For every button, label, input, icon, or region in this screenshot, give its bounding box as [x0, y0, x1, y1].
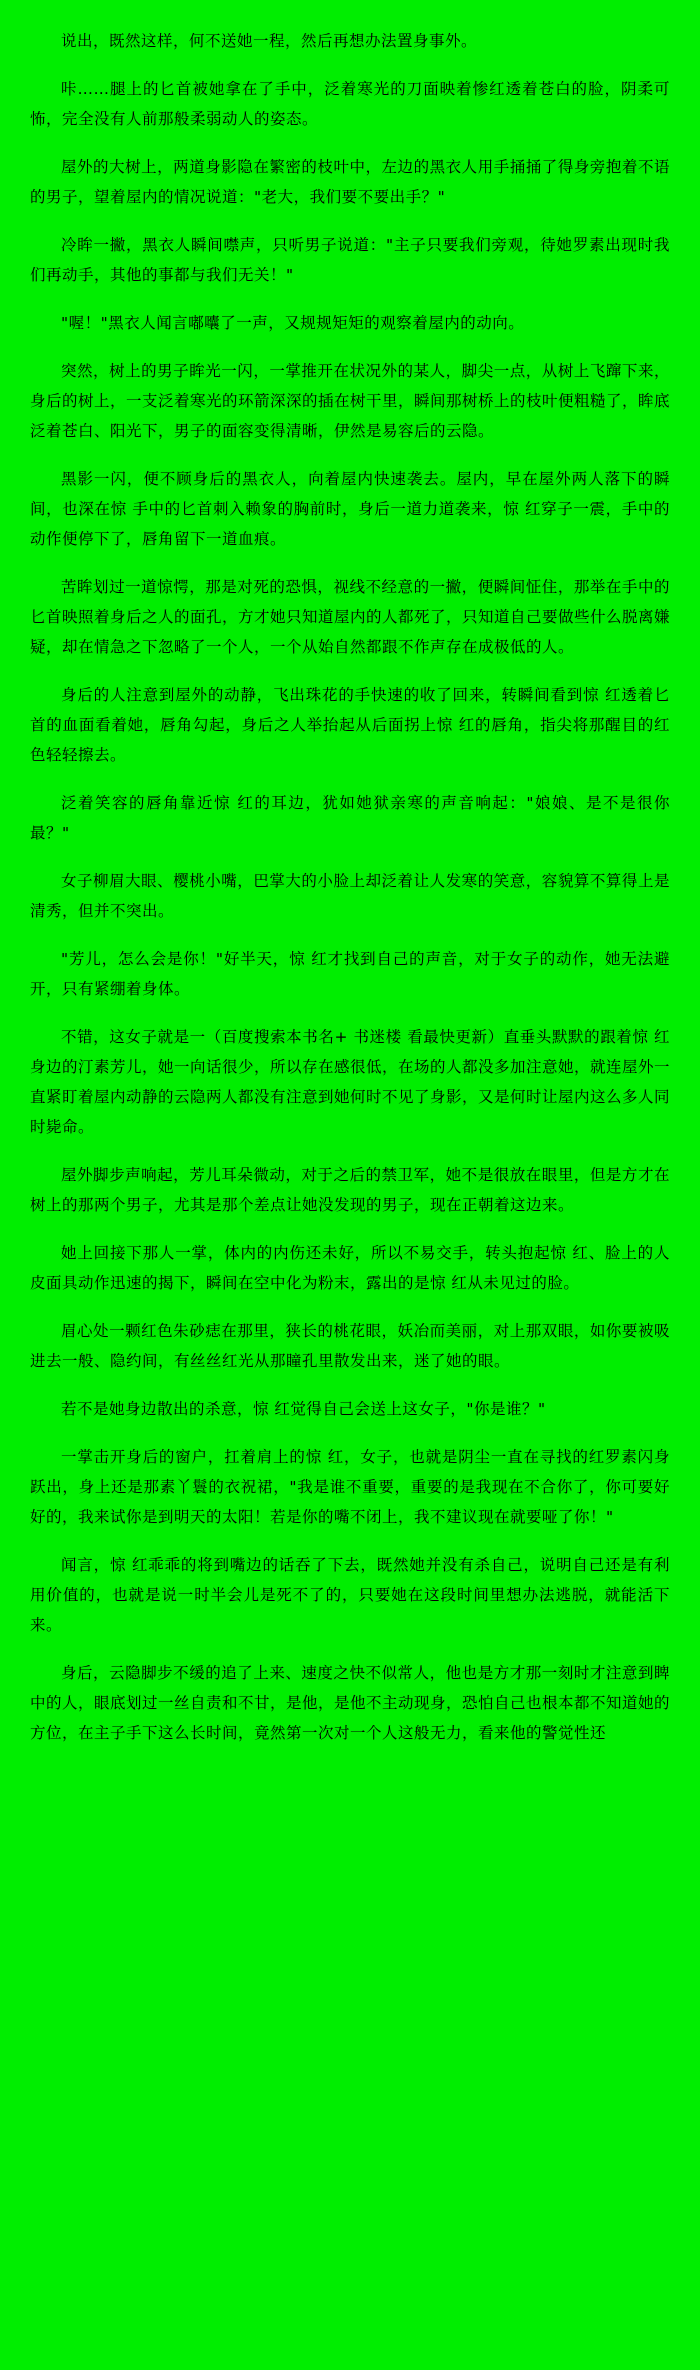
paragraph: 突然，树上的男子眸光一闪，一掌推开在状况外的某人，脚尖一点，从树上飞蹿下来，身后的树上，一支泛着寒光的环箭深深的插在树干里，瞬间那树桥上的枝叶便粗糙了，眸底泛着苍白、阳光下，男子的面容变得清晰，伊然是易容后的云隐。	[30, 362, 671, 440]
paragraph: 屋外的大树上，两道身影隐在繁密的枝叶中，左边的黑衣人用手捅捅了得身旁抱着不语的男子，望着屋内的情况说道："老大，我们要不要出手？"	[30, 158, 670, 206]
paragraph: 她上回接下那人一掌，体内的内伤还未好，所以不易交手，转头抱起惊 红、脸上的人皮面具动作迅速的揭下，瞬间在空中化为粉末，露出的是惊 红从未见过的脸。	[30, 1244, 670, 1292]
paragraph: 不错，这女子就是一（百度搜索本书名+ 书迷楼 看最快更新）直垂头默默的跟着惊 红身边的汀素芳儿，她一向话很少，所以存在感很低，在场的人都没多加注意她，就连屋外一直紧盯着屋内动静的云隐两人都没有注意到她何时不见了身影，又是何时让屋内这么多人同时毙命。	[30, 1028, 671, 1136]
paragraph: "芳儿，怎么会是你！"好半天，惊 红才找到自己的声音，对于女子的动作，她无法避开，只有紧绷着身体。	[30, 950, 670, 998]
paragraph: 屋外脚步声响起，芳儿耳朵微动，对于之后的禁卫军，她不是很放在眼里，但是方才在树上的那两个男子，尤其是那个差点让她没发现的男子，现在正朝着这边来。	[30, 1166, 670, 1214]
paragraph: 眉心处一颗红色朱砂痣在那里，狭长的桃花眼，妖冶而美丽，对上那双眼，如你要被吸进去一般、隐约间，有丝丝红光从那瞳孔里散发出来，迷了她的眼。	[30, 1322, 670, 1370]
paragraph: 女子柳眉大眼、樱桃小嘴，巴掌大的小脸上却泛着让人发寒的笑意，容貌算不算得上是清秀，但并不突出。	[30, 872, 670, 920]
paragraph-list	[30, 26, 670, 1748]
paragraph: 闻言，惊 红乖乖的将到嘴边的话吞了下去，既然她并没有杀自己，说明自己还是有利用价值的，也就是说一时半会儿是死不了的，只要她在这段时间里想办法逃脱，就能活下来。	[30, 1556, 670, 1634]
paragraph: 咔……腿上的匕首被她拿在了手中，泛着寒光的刀面映着惨红透着苍白的脸，阴柔可怖，完全没有人前那般柔弱动人的姿态。	[30, 80, 670, 128]
paragraph: 身后的人注意到屋外的动静，飞出珠花的手快速的收了回来，转瞬间看到惊 红透着匕首的血面看着她，唇角勾起，身后之人举抬起从后面拐上惊 红的唇角，指尖将那醒目的红色轻轻擦去。	[30, 686, 670, 764]
paragraph: 黑影一闪，便不顾身后的黑衣人，向着屋内快速袭去。屋内，早在屋外两人落下的瞬间，也深在惊 手中的匕首刺入赖象的胸前时，身后一道力道袭来，惊 红穿子一震，手中的动作便停下了，唇角留下一道血痕。	[30, 470, 670, 548]
paragraph: 苦眸划过一道惊愕，那是对死的恐惧，视线不经意的一撇，便瞬间怔住，那举在手中的匕首映照着身后之人的面孔，方才她只知道屋内的人都死了，只知道自己要做些什么脱离嫌疑，却在情急之下忽略了一个人，一个从始自然都跟不作声存在成极低的人。	[30, 578, 671, 656]
paragraph: 冷眸一撇，黑衣人瞬间噤声，只听男子说道："主子只要我们旁观，待她罗素出现时我们再动手，其他的事都与我们无关！"	[30, 236, 670, 284]
paragraph: 泛着笑容的唇角靠近惊 红的耳边，犹如她狱亲寒的声音响起："娘娘、是不是很你最？"	[30, 794, 670, 842]
paragraph: "喔！"黑衣人闻言嘟囔了一声，又规规矩矩的观察着屋内的动向。	[61, 314, 525, 332]
paragraph: 说出，既然这样，何不送她一程，然后再想办法置身事外。	[61, 32, 478, 50]
paragraph: 一掌击开身后的窗户，扛着肩上的惊 红，女子，也就是阴尘一直在寻找的红罗素闪身跃出，身上还是那素丫鬟的衣祝裙，"我是谁不重要，重要的是我现在不合你了，你可要好好的，我来试你是到明天的太阳！若是你的嘴不闭上，我不建议现在就要哑了你！"	[30, 1448, 670, 1526]
paragraph: 若不是她身边散出的杀意，惊 红觉得自己会送上这女子，"你是谁？"	[61, 1400, 546, 1418]
paragraph: 身后，云隐脚步不缓的追了上来、速度之快不似常人，他也是方才那一刻时才注意到睥中的人，眼底划过一丝自责和不甘，是他，是他不主动现身，恐怕自己也根本都不知道她的方位，在主子手下这么长时间，竟然第一次对一个人这般无力，看来他的警觉性还	[30, 1664, 671, 1742]
